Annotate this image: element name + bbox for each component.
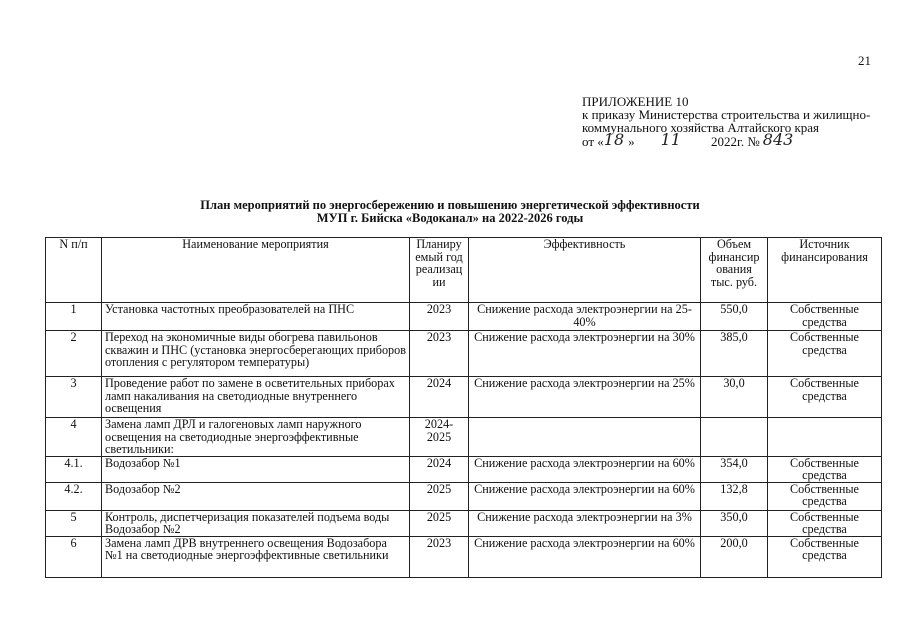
cell-source: Собственные средства — [768, 303, 882, 331]
header-effect: Эффективность — [469, 238, 701, 303]
cell-source — [768, 418, 882, 457]
cell-year: 2025 — [410, 510, 469, 536]
cell-num: 4.2. — [46, 482, 102, 510]
cell-source: Собственные средства — [768, 536, 882, 577]
cell-source: Собственные средства — [768, 331, 882, 377]
measures-table — [45, 237, 882, 578]
cell-effect — [469, 418, 701, 457]
title-line-2: МУП г. Бийска «Водоканал» на 2022-2026 годы — [316, 211, 584, 225]
table-row — [46, 303, 882, 331]
cell-name: Контроль, диспетчеризация показателей подъема воды Водозабор №2 — [102, 510, 410, 536]
cell-name: Установка частотных преобразователей на ПНС — [102, 303, 410, 331]
cell-source: Собственные средства — [768, 456, 882, 482]
cell-effect: Снижение расхода электроэнергии на 25-40% — [469, 303, 701, 331]
appendix-line-2: коммунального хозяйства Алтайского края — [582, 120, 820, 135]
cell-effect: Снижение расхода электроэнергии на 60% — [469, 456, 701, 482]
cell-num: 4 — [46, 418, 102, 457]
cell-name: Замена ламп ДРВ внутреннего освещения Водозабора №1 на светодиодные энергоэффективные светильники — [102, 536, 410, 577]
cell-name: Замена ламп ДРЛ и галогеновых ламп наружного освещения на светодиодные энергоэффективные светильники: — [102, 418, 410, 457]
cell-volume: 200,0 — [701, 536, 768, 577]
date-year: 2022г. № — [710, 134, 760, 149]
table-row — [46, 331, 882, 377]
cell-volume — [701, 418, 768, 457]
document-title — [40, 199, 860, 225]
handwritten-month: 11 — [660, 130, 681, 149]
cell-year: 2023 — [410, 536, 469, 577]
cell-effect: Снижение расхода электроэнергии на 60% — [469, 482, 701, 510]
cell-num: 4.1. — [46, 456, 102, 482]
appendix-block — [582, 95, 882, 148]
header-source: Источник финансирования — [768, 238, 882, 303]
cell-volume: 132,8 — [701, 482, 768, 510]
table-header-row — [46, 238, 882, 303]
title-line-1: План мероприятий по энергосбережению и повышению энергетической эффективности — [200, 198, 700, 212]
cell-year: 2024 — [410, 377, 469, 418]
cell-effect: Снижение расхода электроэнергии на 60% — [469, 536, 701, 577]
header-name: Наименование мероприятия — [102, 238, 410, 303]
table-row — [46, 510, 882, 536]
cell-year: 2023 — [410, 331, 469, 377]
cell-volume: 350,0 — [701, 510, 768, 536]
handwritten-order-number: 843 — [762, 130, 794, 149]
cell-year: 2024 — [410, 456, 469, 482]
appendix-title: ПРИЛОЖЕНИЕ 10 — [582, 94, 689, 109]
cell-name: Водозабор №1 — [102, 456, 410, 482]
table-row — [46, 536, 882, 577]
cell-source: Собственные средства — [768, 377, 882, 418]
cell-volume: 30,0 — [701, 377, 768, 418]
table-row — [46, 418, 882, 457]
cell-effect: Снижение расхода электроэнергии на 3% — [469, 510, 701, 536]
cell-effect: Снижение расхода электроэнергии на 25% — [469, 377, 701, 418]
cell-name: Проведение работ по замене в осветительных приборах ламп накаливания на светодиодные внутреннего освещения — [102, 377, 410, 418]
table-row — [46, 456, 882, 482]
page-number: 21 — [858, 53, 871, 68]
cell-year: 2025 — [410, 482, 469, 510]
cell-name: Водозабор №2 — [102, 482, 410, 510]
cell-volume: 550,0 — [701, 303, 768, 331]
cell-effect: Снижение расхода электроэнергии на 30% — [469, 331, 701, 377]
date-prefix: от « — [582, 134, 604, 149]
table-row — [46, 482, 882, 510]
cell-volume: 385,0 — [701, 331, 768, 377]
cell-num: 2 — [46, 331, 102, 377]
cell-num: 5 — [46, 510, 102, 536]
header-num: N п/п — [46, 238, 102, 303]
handwritten-day: 18 — [603, 130, 625, 149]
table-row — [46, 377, 882, 418]
cell-source: Собственные средства — [768, 510, 882, 536]
cell-num: 6 — [46, 536, 102, 577]
cell-name: Переход на экономичные виды обогрева павильонов скважин и ПНС (установка энергосберегающих приборов отопления с регулятором температуры) — [102, 331, 410, 377]
cell-volume: 354,0 — [701, 456, 768, 482]
cell-year: 2023 — [410, 303, 469, 331]
date-mid: » — [628, 134, 635, 149]
header-year: Планиру емый год реализац ии — [410, 238, 469, 303]
cell-source: Собственные средства — [768, 482, 882, 510]
appendix-date-line — [582, 130, 882, 149]
cell-num: 1 — [46, 303, 102, 331]
cell-year: 2024-2025 — [410, 418, 469, 457]
appendix-line-1: к приказу Министерства строительства и жилищно- — [582, 107, 871, 122]
header-volume: Объем финансир ования тыс. руб. — [701, 238, 768, 303]
cell-num: 3 — [46, 377, 102, 418]
